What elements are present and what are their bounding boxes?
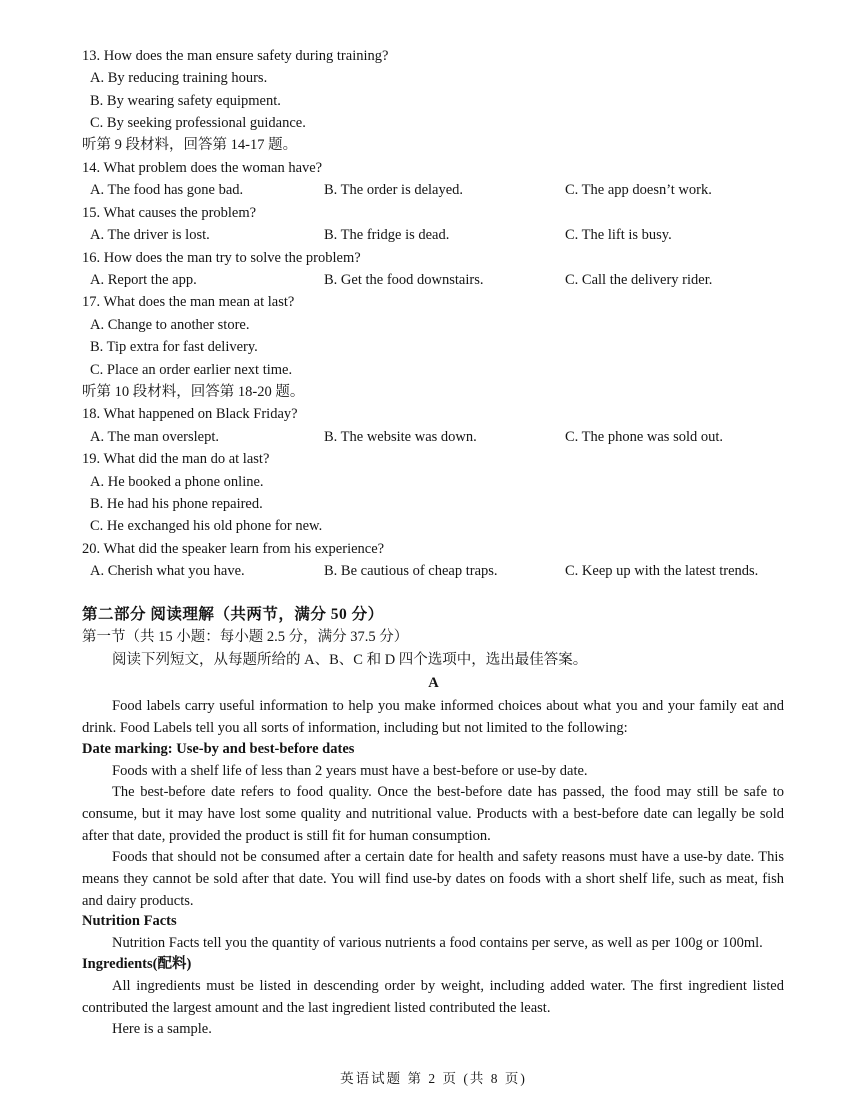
passage-paragraph-7: Here is a sample. <box>112 1021 212 1037</box>
question-18-option-a: A. The man overslept. <box>90 429 219 445</box>
question-18-option-c: C. The phone was sold out. <box>565 429 724 445</box>
question-20-options <box>90 560 792 582</box>
passage-paragraph-1: Food labels carry useful information to help you make informed choices about what you and your family eat and drink. Food Labels tell you all sorts of information, including but not limited to the following: <box>82 698 784 736</box>
question-16-option-c: C. Call the delivery rider. <box>565 272 713 288</box>
question-20-option-c: C. Keep up with the latest trends. <box>565 563 759 579</box>
question-14-options <box>90 179 792 201</box>
passage-paragraph-6: All ingredients must be listed in descending order by weight, including added water. The first ingredient listed contributed the largest amount and the last ingredient listed contributed the least. <box>82 978 784 1016</box>
question-13-option-b: B. By wearing safety equipment. <box>90 93 281 109</box>
passage-paragraph-5: Nutrition Facts tell you the quantity of various nutrients a food contains per serve, as well as per 100g or 100ml. <box>112 935 763 951</box>
passage-paragraph-4: Foods that should not be consumed after a certain date for health and safety reasons must have a use-by date. This means they cannot be sold after that date. You will find use-by dates on foods with a short shelf life, such as meat, fish and dairy products. <box>82 849 784 909</box>
question-20-option-b: B. Be cautious of cheap traps. <box>324 563 498 579</box>
page-footer: 英语试题 第 2 页 (共 8 页) <box>340 1071 527 1086</box>
question-16-option-b: B. Get the food downstairs. <box>324 272 484 288</box>
part2-title: 第二部分 阅读理解（共两节，满分 50 分） <box>82 606 384 623</box>
question-15-stem: 15. What causes the problem? <box>82 205 257 221</box>
question-19-option-c: C. He exchanged his old phone for new. <box>90 518 323 534</box>
passage-paragraph-3: The best-before date refers to food quality. Once the best-before date has passed, the food may still be safe to consume, but it may have lost some quality and nutritional value. Products with a best-before date can legally be sold after that date, provided the product is still fit for human consumption. <box>82 784 784 844</box>
question-13-option-c: C. By seeking professional guidance. <box>90 115 306 131</box>
heading-nutrition-facts: Nutrition Facts <box>82 913 177 929</box>
question-14-option-a: A. The food has gone bad. <box>90 182 244 198</box>
listening-instruction-10: 听第 10 段材料，回答第 18-20 题。 <box>82 384 305 400</box>
question-15-option-b: B. The fridge is dead. <box>324 227 450 243</box>
question-14-stem: 14. What problem does the woman have? <box>82 160 323 176</box>
question-19-stem: 19. What did the man do at last? <box>82 451 270 467</box>
question-17-option-b: B. Tip extra for fast delivery. <box>90 339 258 355</box>
question-19-option-b: B. He had his phone repaired. <box>90 496 263 512</box>
question-16-options <box>90 269 792 291</box>
heading-ingredients: Ingredients(配料) <box>82 956 192 972</box>
question-16-stem: 16. How does the man try to solve the problem? <box>82 250 361 266</box>
question-19-option-a: A. He booked a phone online. <box>90 474 264 490</box>
question-14-option-b: B. The order is delayed. <box>324 182 464 198</box>
question-17-option-c: C. Place an order earlier next time. <box>90 362 293 378</box>
listening-instruction-9: 听第 9 段材料，回答第 14-17 题。 <box>82 137 298 153</box>
passage-letter: A <box>428 675 439 691</box>
question-17-stem: 17. What does the man mean at last? <box>82 294 295 310</box>
question-16-option-a: A. Report the app. <box>90 272 197 288</box>
question-18-options <box>90 426 792 448</box>
question-13-stem: 13. How does the man ensure safety during training? <box>82 48 389 64</box>
reading-instruction: 阅读下列短文，从每题所给的 A、B、C 和 D 四个选项中，选出最佳答案。 <box>112 652 588 668</box>
question-14-option-c: C. The app doesn’t work. <box>565 182 712 198</box>
passage-paragraph-2: Foods with a shelf life of less than 2 years must have a best-before or use-by date. <box>112 763 588 779</box>
heading-date-marking: Date marking: Use-by and best-before dates <box>82 741 355 757</box>
part2-section1-heading: 第一节（共 15 小题：每小题 2.5 分，满分 37.5 分） <box>82 629 409 645</box>
question-15-option-a: A. The driver is lost. <box>90 227 210 243</box>
question-20-option-a: A. Cherish what you have. <box>90 563 245 579</box>
question-18-option-b: B. The website was down. <box>324 429 477 445</box>
question-15-option-c: C. The lift is busy. <box>565 227 672 243</box>
question-13-option-a: A. By reducing training hours. <box>90 70 268 86</box>
question-15-options <box>90 224 792 246</box>
question-20-stem: 20. What did the speaker learn from his experience? <box>82 541 385 557</box>
question-17-option-a: A. Change to another store. <box>90 317 250 333</box>
question-18-stem: 18. What happened on Black Friday? <box>82 406 298 422</box>
